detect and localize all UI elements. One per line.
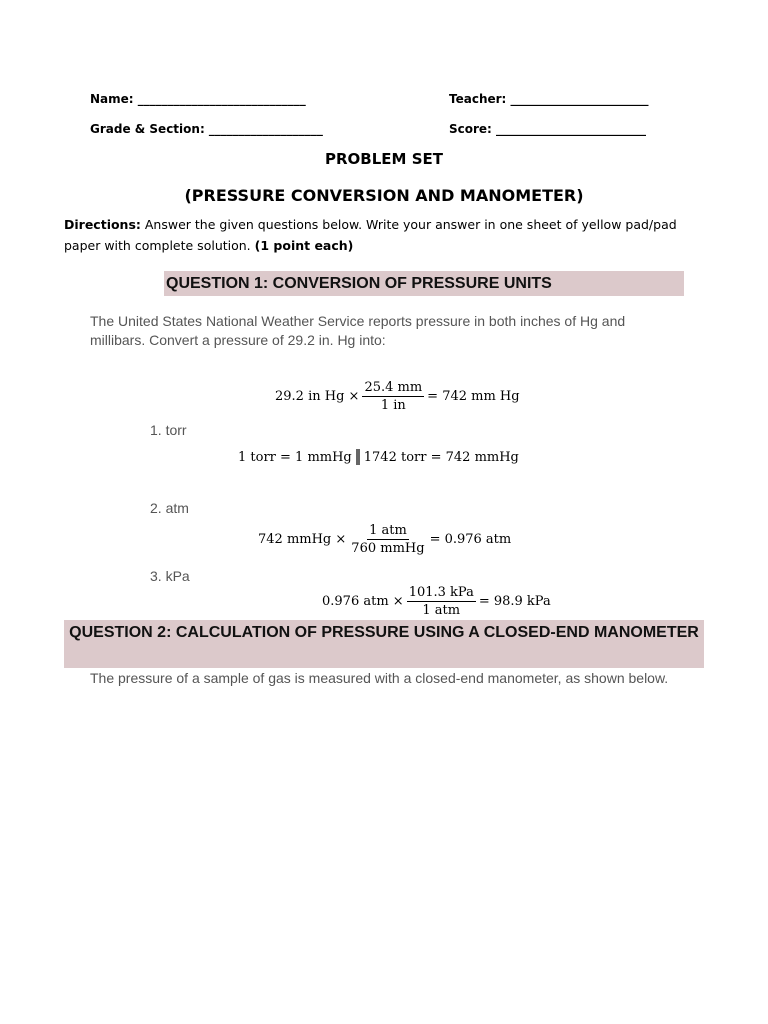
- directions-text: Answer the given questions below. Write your answer in one sheet of yellow pad/pad paper with complete solution.: [64, 217, 677, 253]
- page-title: PROBLEM SET: [325, 150, 443, 168]
- teacher-field[interactable]: Teacher: _______________________: [449, 92, 649, 106]
- main-equation-lhs: 29.2 in Hg ×: [275, 389, 360, 404]
- score-field[interactable]: Score: _________________________: [449, 122, 647, 136]
- atm-equation-lhs: 742 mmHg ×: [258, 532, 347, 547]
- torr-equation-right: 1742 torr = 742 mmHg: [363, 449, 519, 465]
- main-equation: [275, 380, 520, 413]
- question1-prompt: The United States National Weather Service reports pressure in both inches of Hg and millibars. Convert a pressure of 29.2 in. Hg into:: [90, 313, 626, 348]
- main-equation-rhs: = 742 mm Hg: [427, 389, 520, 404]
- question2-heading: QUESTION 2: CALCULATION OF PRESSURE USING A CLOSED-END MANOMETER: [64, 620, 704, 668]
- question2-prompt: The pressure of a sample of gas is measured with a closed-end manometer, as shown below.: [90, 670, 669, 686]
- main-equation-denominator: 1 in: [380, 398, 406, 413]
- question1-heading: QUESTION 1: CONVERSION OF PRESSURE UNITS: [164, 271, 684, 296]
- page-subtitle: (PRESSURE CONVERSION AND MANOMETER): [184, 186, 584, 205]
- torr-equation-left: 1 torr = 1 mmHg: [238, 449, 352, 465]
- directions-label: Directions:: [64, 217, 141, 232]
- atm-equation-fraction: [349, 523, 426, 556]
- kpa-equation: [322, 585, 551, 618]
- separator-bar: [356, 449, 360, 465]
- main-equation-numerator: 25.4 mm: [364, 380, 423, 395]
- atm-equation-numerator: 1 atm: [369, 523, 407, 538]
- item-atm-label: 2. atm: [150, 500, 189, 516]
- directions-points: (1 point each): [254, 238, 354, 253]
- item-kpa-label: 3. kPa: [150, 568, 190, 584]
- torr-equation: [238, 449, 519, 465]
- kpa-equation-rhs: = 98.9 kPa: [478, 594, 551, 609]
- kpa-equation-lhs: 0.976 atm ×: [322, 594, 404, 609]
- grade-section-field[interactable]: Grade & Section: ___________________: [90, 122, 323, 136]
- item-torr-label: 1. torr: [150, 422, 187, 438]
- kpa-equation-numerator: 101.3 kPa: [408, 585, 474, 600]
- atm-equation: [258, 523, 511, 556]
- atm-equation-denominator: 760 mmHg: [351, 541, 425, 556]
- name-field[interactable]: Name: ____________________________: [90, 92, 306, 106]
- directions: [64, 214, 704, 256]
- main-equation-fraction: [362, 380, 424, 413]
- kpa-equation-denominator: 1 atm: [422, 603, 461, 618]
- atm-equation-rhs: = 0.976 atm: [429, 532, 512, 547]
- kpa-equation-fraction: [407, 585, 476, 618]
